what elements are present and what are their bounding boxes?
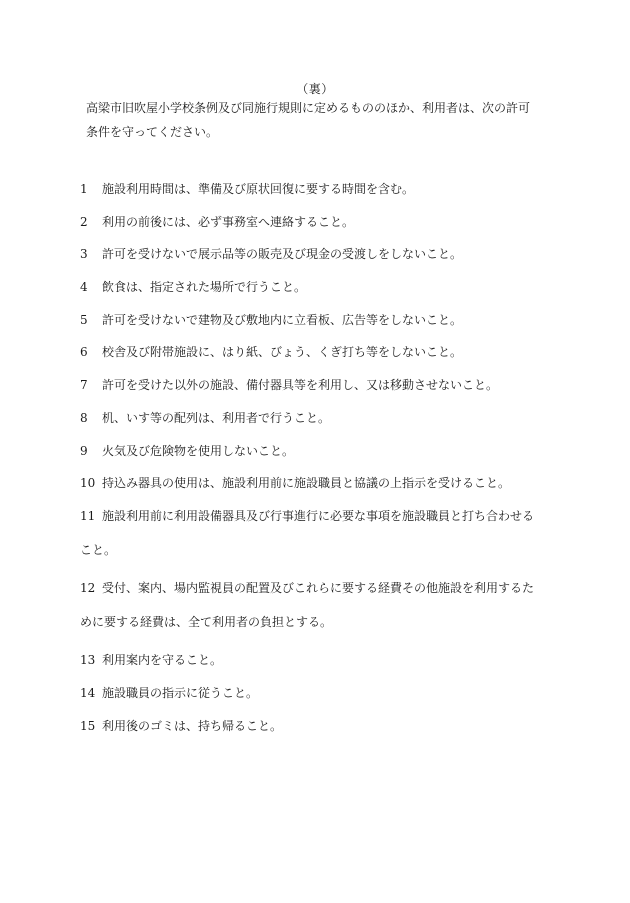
condition-item-11	[80, 505, 560, 567]
condition-number: 11	[80, 508, 96, 523]
condition-item-12	[80, 577, 560, 639]
condition-item-10	[80, 472, 560, 495]
intro-line-1: 高梁市旧吹屋小学校条例及び同施行規則に定めるもののほか、利用者は、次の許可	[86, 101, 531, 115]
condition-text: 机、いす等の配列は、利用者で行うこと。	[102, 410, 331, 425]
condition-text: 施設職員の指示に従うこと。	[102, 685, 259, 700]
condition-item-1	[80, 178, 560, 201]
condition-item-14	[80, 682, 560, 705]
condition-item-4	[80, 276, 560, 299]
condition-number: 3	[80, 247, 88, 262]
condition-text: 火気及び危険物を使用しないこと。	[102, 443, 295, 458]
condition-text: 利用後のゴミは、持ち帰ること。	[102, 718, 283, 733]
condition-text-line-1: 受付、案内、場内監視員の配置及びこれらに要する経費その他施設を利用するた	[102, 581, 535, 596]
condition-item-15	[80, 715, 560, 738]
condition-number: 7	[80, 378, 88, 393]
condition-text: 持込み器具の使用は、施設利用前に施設職員と協議の上指示を受けること。	[102, 476, 511, 491]
condition-item-9	[80, 440, 560, 463]
condition-text: 飲食は、指定された場所で行うこと。	[102, 280, 307, 295]
condition-number: 9	[80, 443, 88, 458]
condition-item-2	[80, 211, 560, 234]
condition-text-line-2: めに要する経費は、全て利用者の負担とする。	[80, 615, 333, 630]
condition-number: 8	[80, 410, 88, 425]
condition-item-7	[80, 374, 560, 397]
condition-text: 利用案内を守ること。	[102, 653, 223, 668]
condition-number: 15	[80, 718, 96, 733]
intro-paragraph	[86, 96, 556, 144]
condition-item-3	[80, 243, 560, 266]
condition-item-13	[80, 649, 560, 672]
condition-number: 5	[80, 312, 88, 327]
condition-number: 6	[80, 345, 88, 360]
condition-text: 利用の前後には、必ず事務室へ連絡すること。	[102, 214, 355, 229]
condition-text: 校舎及び附帯施設に、はり紙、びょう、くぎ打ち等をしないこと。	[102, 345, 463, 360]
condition-item-8	[80, 407, 560, 430]
condition-number: 12	[80, 581, 96, 596]
condition-text: 施設利用時間は、準備及び原状回復に要する時間を含む。	[102, 182, 415, 196]
condition-text-line-2: こと。	[80, 542, 117, 557]
intro-line-2: 条件を守ってください。	[86, 125, 219, 139]
condition-text-line-1: 施設利用前に利用設備器具及び行事進行に必要な事項を施設職員と打ち合わせる	[102, 508, 535, 523]
condition-item-5	[80, 309, 560, 332]
conditions-list	[80, 178, 560, 747]
condition-text: 許可を受けた以外の施設、備付器具等を利用し、又は移動させないこと。	[102, 378, 499, 393]
condition-number: 14	[80, 685, 96, 700]
page-side-label: （裏）	[296, 82, 334, 96]
condition-item-6	[80, 341, 560, 364]
condition-number: 13	[80, 653, 96, 668]
condition-number: 4	[80, 280, 88, 295]
condition-number: 10	[80, 476, 96, 491]
condition-number: 1	[80, 182, 88, 196]
condition-text: 許可を受けないで建物及び敷地内に立看板、広告等をしないこと。	[102, 312, 463, 327]
condition-text: 許可を受けないで展示品等の販売及び現金の受渡しをしないこと。	[102, 247, 463, 262]
condition-number: 2	[80, 214, 88, 229]
